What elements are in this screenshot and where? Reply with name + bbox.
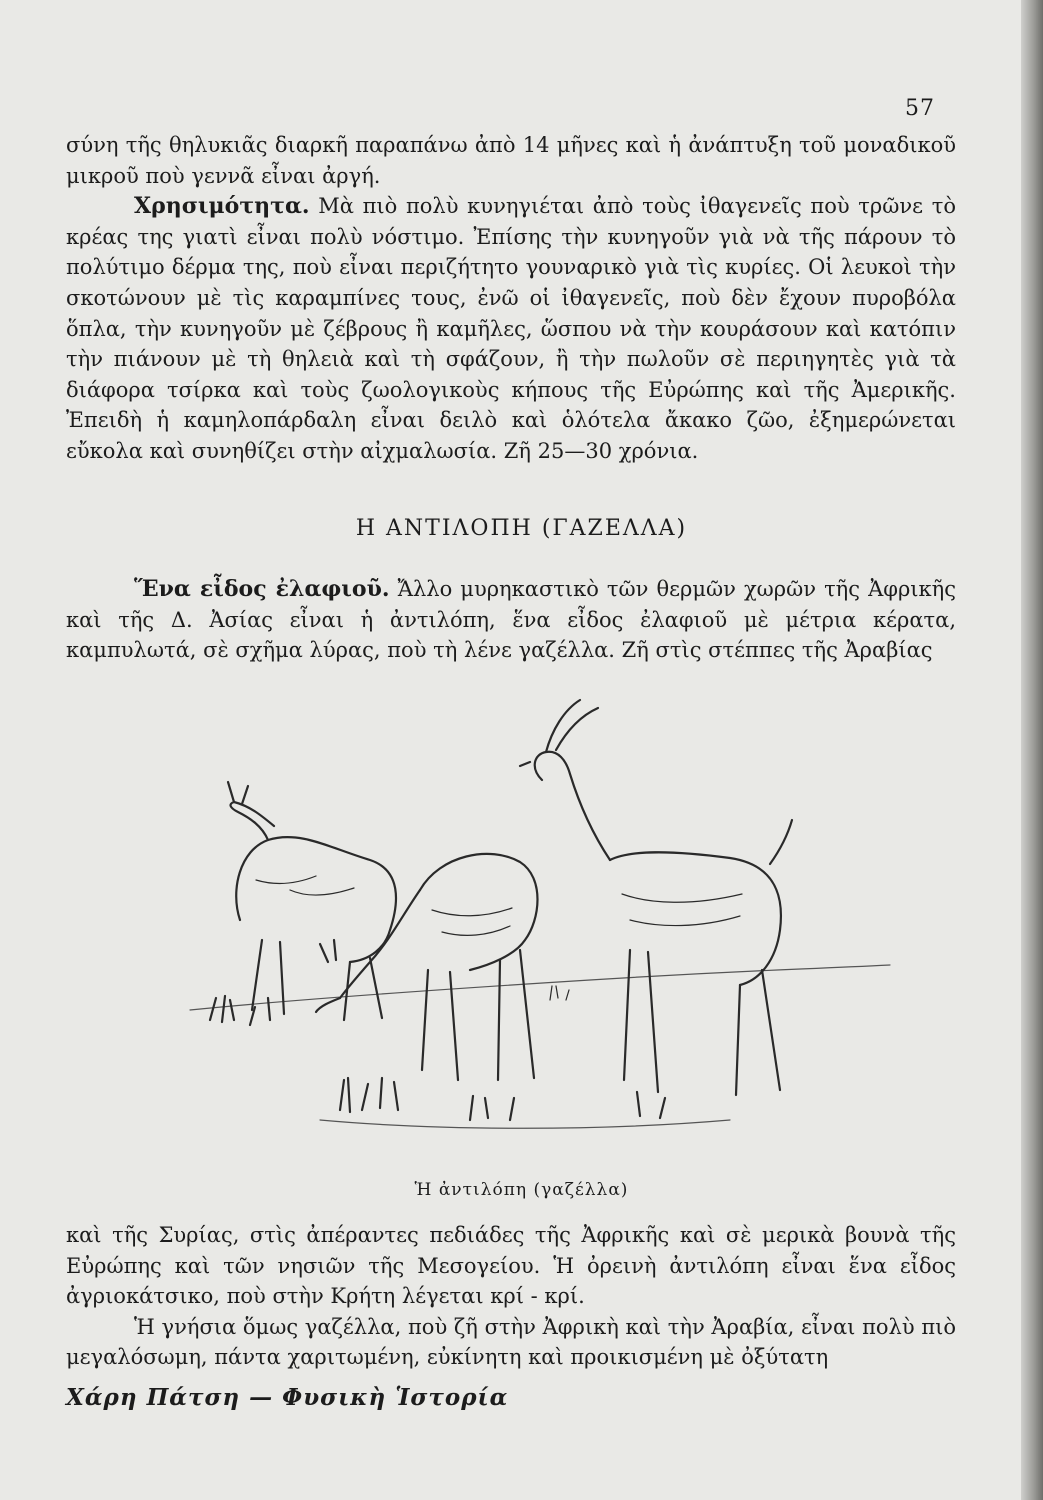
text-block-bottom	[66, 1220, 956, 1373]
deer-kind-paragraph	[66, 574, 956, 666]
antelope-illustration	[170, 680, 910, 1160]
footer-signature: Χάρη Πάτση — Φυσικὴ Ἱστορία	[66, 1384, 509, 1411]
figure-caption: Ἡ ἀντιλόπη (γαζέλλα)	[414, 1180, 629, 1200]
after-figure-paragraph-2: Ἡ γνήσια ὅμως γαζέλλα, ποὺ ζῆ στὴν Ἀφρικὴ καὶ τὴν Ἀραβία, εἶναι πολὺ πιὸ μεγαλόσωμη, πάντα χαριτωμένη, εὐκίνητη καὶ προικισμένη μὲ ὀξύτατη	[66, 1314, 956, 1370]
usefulness-text: Μὰ πιὸ πολὺ κυνηγιέται ἀπὸ τοὺς ἰθαγενεῖς ποὺ τρῶνε τὸ κρέας της γιατὶ εἶναι πολὺ νόστιμο. Ἐπίσης τὴν κυνηγοῦν γιὰ νὰ τῆς πάρουν τὸ πολύτιμο δέρμα της, ποὺ εἶναι περιζήτητο γουναρικὸ γιὰ τὶς κυρίες. Οἱ λευκοὶ τὴν σκοτώνουν μὲ τὶς καραμπίνες τους, ἐνῶ οἱ ἰθαγενεῖς, ποὺ δὲν ἔχουν πυροβόλα ὅπλα, τὴν κυνηγοῦν μὲ ζέβρους ἢ καμῆλες, ὥσπου νὰ τὴν κουράσουν καὶ κατόπιν τὴν πιάνουν μὲ τὴ θηλειὰ καὶ τὴ σφάζουν, ἢ τὴν πωλοῦν σὲ περιηγητὲς γιὰ τὰ διάφορα τσίρκα καὶ τοὺς ζωολογικοὺς κήπους τῆς Εὐρώπης καὶ τῆς Ἀμερικῆς. Ἐπειδὴ ἡ καμηλοπάρδαλη εἶναι δειλὸ καὶ ὁλότελα ἄκακο ζῶο, ἐξημερώνεται εὔκολα καὶ συνηθίζει στὴν αἰχμαλωσία. Ζῆ 25—30 χρόνια.	[66, 194, 956, 463]
text-block-top	[66, 130, 956, 467]
section-heading: Η ΑΝΤΙΛΟΠΗ (ΓΑΖΕΛΛΑ)	[355, 516, 688, 541]
page-number: 57	[905, 96, 935, 121]
deer-kind-lead: Ἕνα εἶδος ἐλαφιοῦ.	[134, 576, 390, 602]
continuation-paragraph: σύνη τῆς θηλυκιᾶς διαρκῆ παραπάνω ἀπὸ 14 μῆνες καὶ ἡ ἀνάπτυξη τοῦ μοναδικοῦ μικροῦ ποὺ γεννᾶ εἶναι ἀργή.	[66, 133, 956, 188]
text-block-middle	[66, 574, 956, 666]
antelope-drawing	[170, 680, 910, 1160]
deer-kind-text: Ἄλλο μυρηκαστικὸ τῶν θερμῶν χωρῶν τῆς Ἀφρικῆς καὶ τῆς Δ. Ἀσίας εἶναι ἡ ἀντιλόπη, ἕνα εἶδος ἐλαφιοῦ μὲ μέτρια κέρατα, καμπυλωτά, σὲ σχῆμα λύρας, ποὺ τὴ λένε γαζέλλα. Ζῆ στὶς στέππες τῆς Ἀραβίας	[66, 577, 956, 663]
page-edge-shadow	[1021, 0, 1043, 1500]
after-figure-paragraph-1: καὶ τῆς Συρίας, στὶς ἀπέραντες πεδιάδες τῆς Ἀφρικῆς καὶ σὲ μερικὰ βουνὰ τῆς Εὐρώπης καὶ τῶν νησιῶν τῆς Μεσογείου. Ἡ ὀρεινὴ ἀντιλόπη εἶναι ἕνα εἶδος ἀγριοκάτσικο, ποὺ στὴν Κρήτη λέγεται κρί - κρί.	[66, 1223, 956, 1309]
usefulness-lead: Χρησιμότητα.	[134, 193, 310, 220]
usefulness-paragraph	[66, 191, 956, 466]
